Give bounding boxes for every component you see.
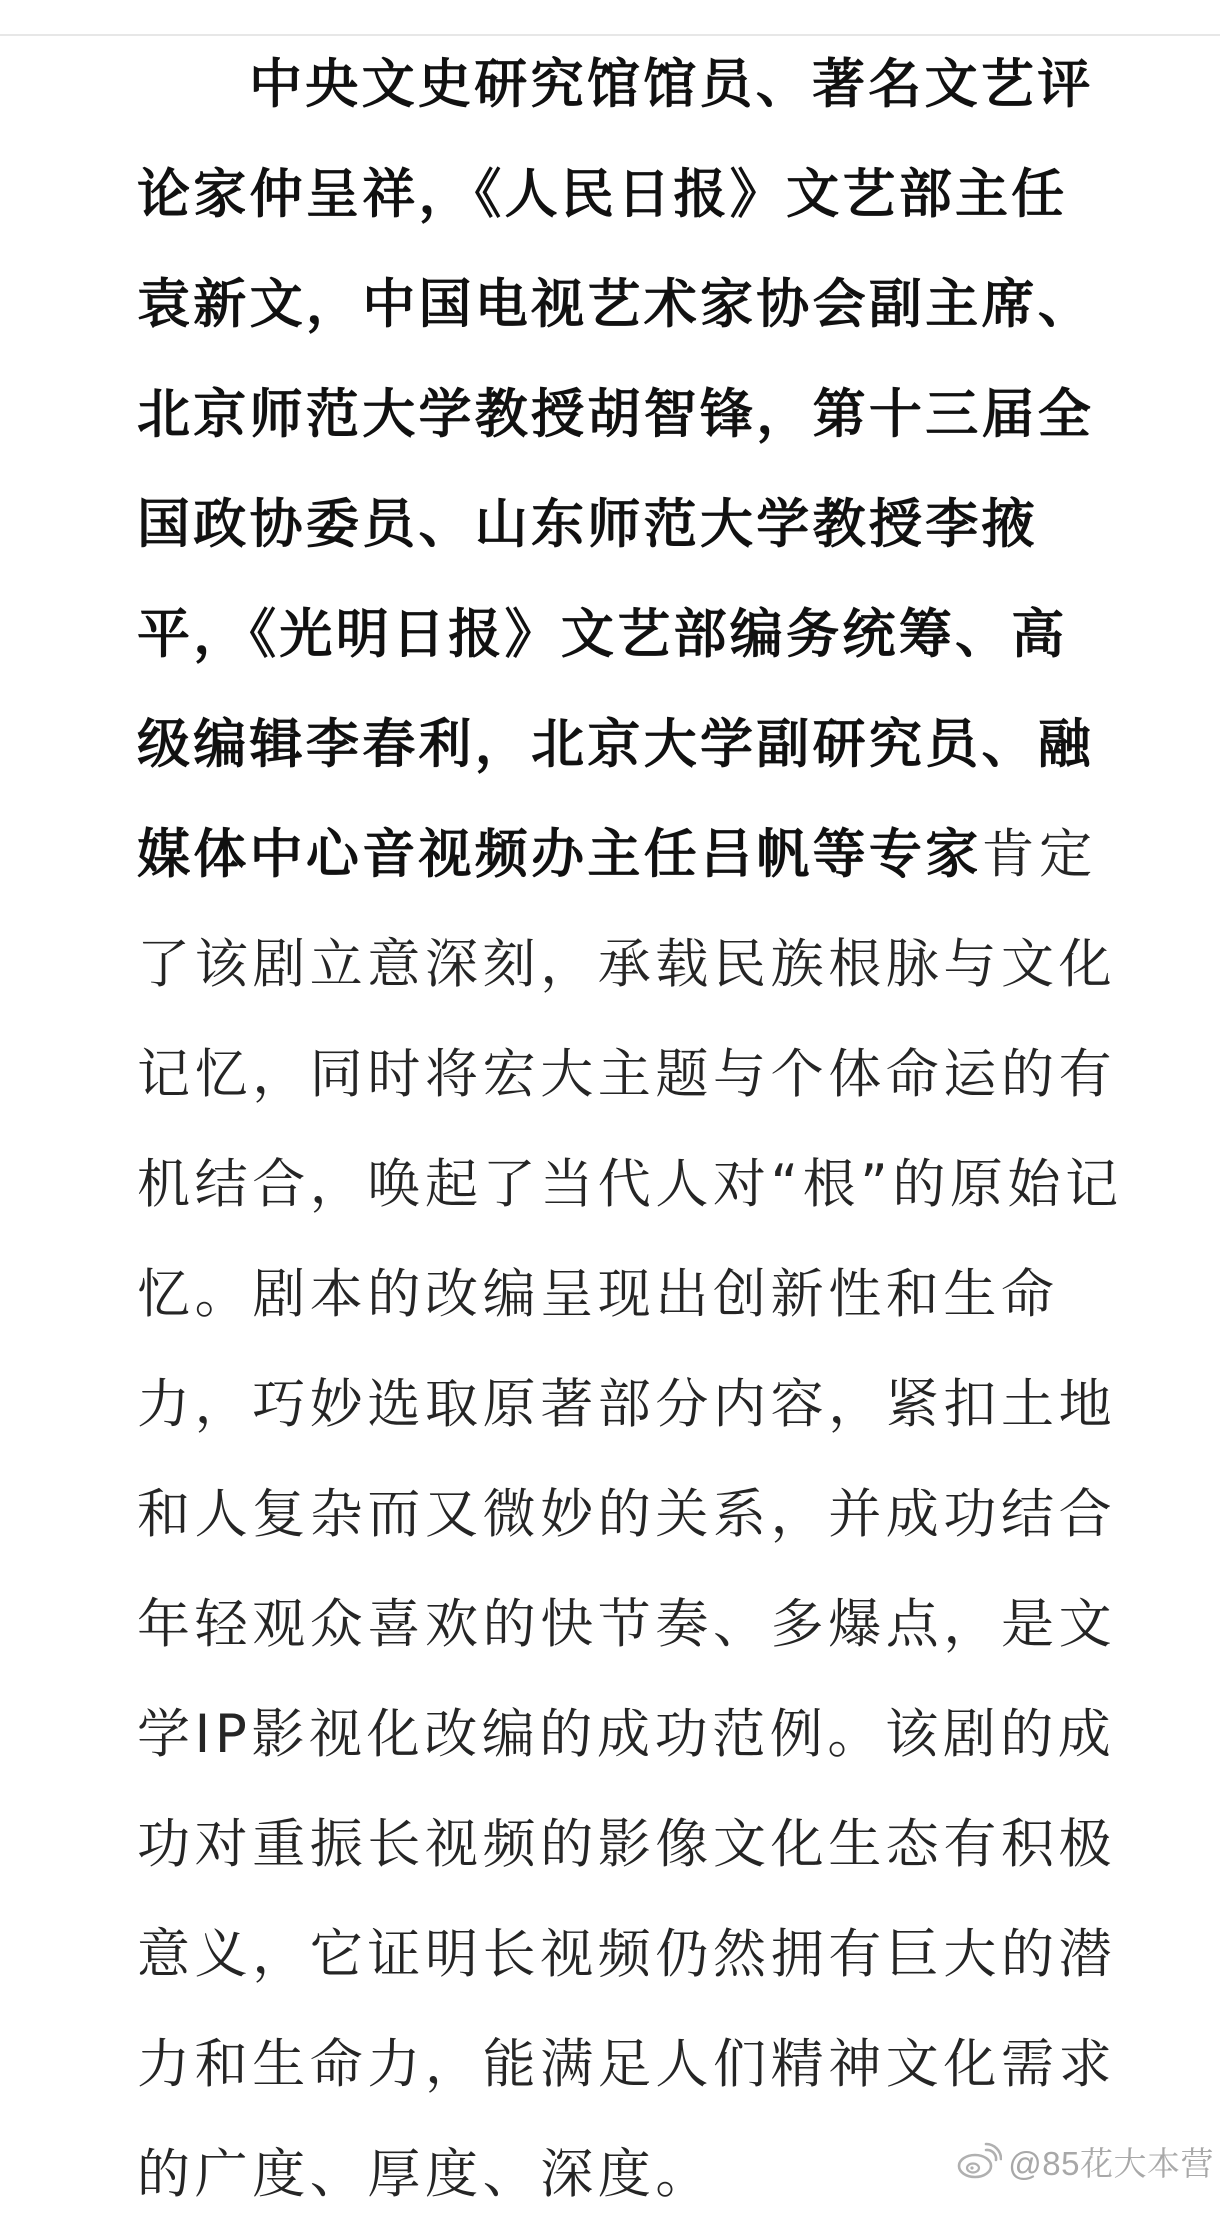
line-regular-text: 力和生命力，能满足人们精神文化需求: [137, 2034, 1117, 2095]
article-line: [137, 140, 1087, 250]
watermark: [956, 2137, 1214, 2185]
article-line: [137, 910, 1117, 1020]
line-bold-text: 级编辑李春利，北京大学副研究员、融: [137, 714, 1095, 775]
article-line: [137, 470, 1087, 580]
line-regular-text: 和人复杂而又微妙的关系，并成功结合: [137, 1484, 1117, 1545]
line-regular-text: 学IP影视化改编的成功范例。该剧的成: [137, 1704, 1116, 1765]
line-regular-text: 力，巧妙选取原著部分内容，紧扣土地: [137, 1374, 1117, 1435]
article-line: [137, 1570, 1117, 1680]
line-bold-text: 媒体中心音视频办主任吕帆等专家: [137, 824, 982, 885]
article-line: [137, 2010, 1117, 2120]
line-regular-text: 了该剧立意深刻，承载民族根脉与文化: [137, 934, 1117, 995]
line-bold-text: 中央文史研究馆馆员、著名文艺评: [249, 54, 1094, 115]
line-regular-text: 机结合，唤起了当代人对“根”的原始记: [137, 1154, 1123, 1215]
article-line: [137, 2120, 1087, 2230]
line-regular-text: 功对重振长视频的影像文化生态有积极: [137, 1814, 1117, 1875]
line-regular-text: 意义，它证明长视频仍然拥有巨大的潜: [137, 1924, 1117, 1985]
article-line: [137, 1240, 1087, 1350]
article-line: [137, 30, 1094, 140]
article-line: [137, 800, 1097, 910]
line-regular-text: 年轻观众喜欢的快节奏、多爆点，是文: [137, 1594, 1117, 1655]
line-regular-text: 忆。剧本的改编呈现出创新性和生命: [137, 1264, 1059, 1325]
article-line: [137, 1790, 1117, 1900]
article-line: [137, 690, 1095, 800]
line-regular-text: 的广度、厚度、深度。: [137, 2144, 713, 2205]
line-regular-text: 肯定: [981, 824, 1097, 885]
line-bold-text: 北京师范大学教授胡智锋，第十三届全: [137, 384, 1095, 445]
line-bold-text: 论家仲呈祥，《人民日报》文艺部主任: [137, 164, 1068, 225]
weibo-logo-icon: [956, 2141, 1002, 2181]
article-line: [137, 1460, 1117, 1570]
watermark-text: @85花大本营: [1008, 2144, 1214, 2182]
article-line: [137, 1900, 1117, 2010]
article-line: [137, 1680, 1116, 1790]
article-line: [137, 250, 1095, 360]
article-line: [137, 580, 1087, 690]
line-bold-text: 国政协委员、山东师范大学教授李掖: [137, 494, 1038, 555]
article-line: [137, 1130, 1123, 1240]
line-regular-text: 记忆，同时将宏大主题与个体命运的有: [137, 1044, 1117, 1105]
article-line: [137, 1020, 1117, 1130]
line-bold-text: 袁新文，中国电视艺术家协会副主席、: [137, 274, 1095, 335]
article-line: [137, 1350, 1117, 1460]
article-line: [137, 360, 1095, 470]
line-bold-text: 平，《光明日报》文艺部编务统筹、高: [137, 604, 1068, 665]
